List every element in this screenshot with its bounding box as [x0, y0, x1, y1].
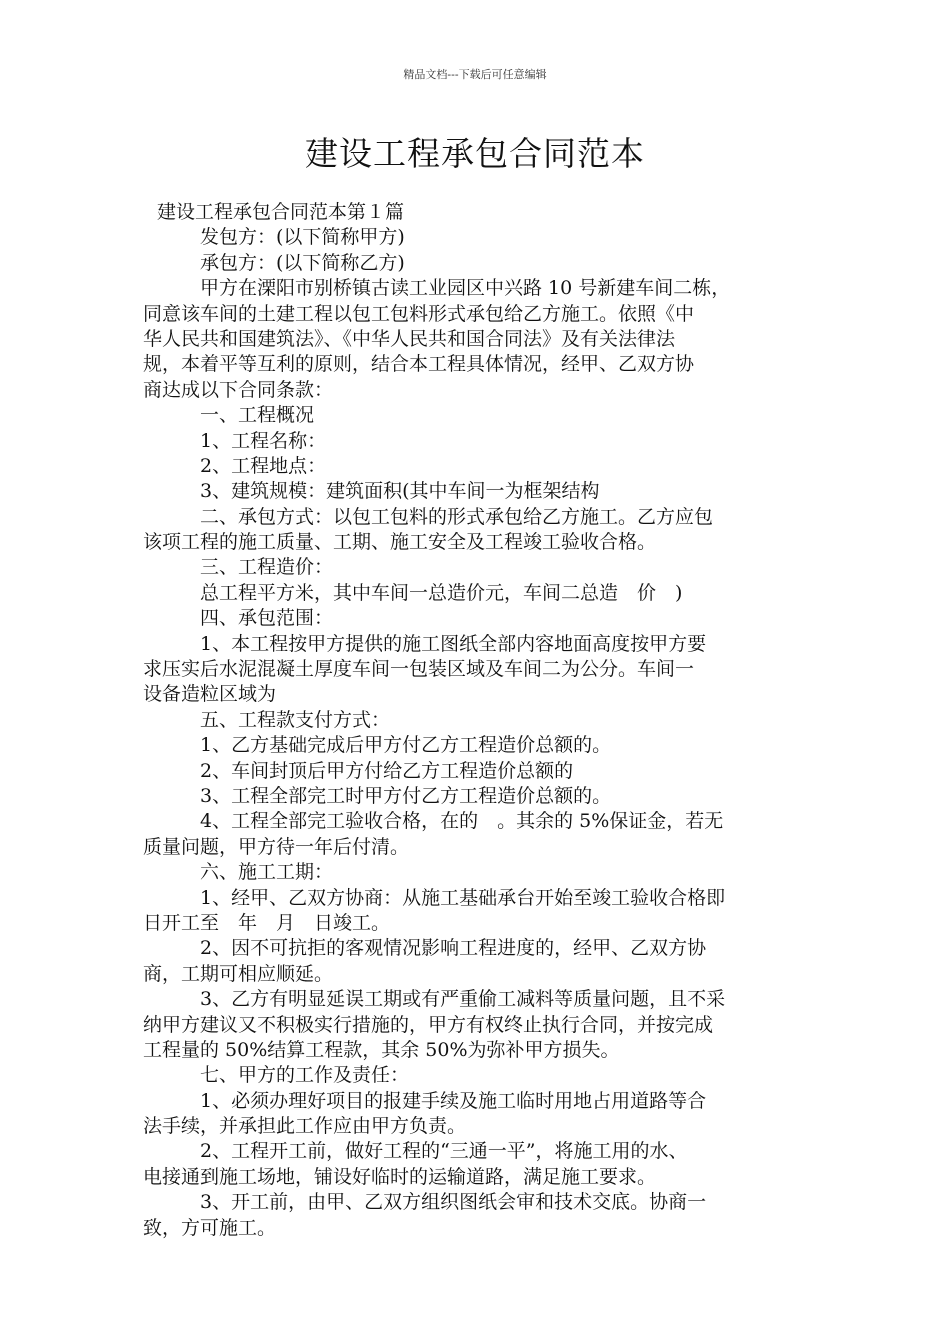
text-line: 承包方：(以下简称乙方): [200, 251, 405, 274]
header-note: 精品文档---下载后可任意编辑: [403, 68, 547, 81]
text-line: 七、甲方的工作及责任：: [200, 1064, 410, 1087]
text-line: 1、工程名称：: [200, 429, 327, 452]
document-title: 建设工程承包合同范本: [305, 134, 645, 173]
text-line: 2、工程地点：: [200, 454, 327, 477]
text-line: 2、车间封顶后甲方付给乙方工程造价总额的: [200, 759, 574, 782]
text-line: 质量问题，甲方待一年后付清。: [143, 835, 410, 858]
text-line: 3、开工前，由甲、乙双方组织图纸会审和技术交底。协商一: [200, 1191, 707, 1214]
text-line: 4、工程全部完工验收合格，在的 。其余的 5%保证金，若无: [200, 810, 724, 833]
text-line: 日开工至 年 月 日竣工。: [143, 911, 391, 934]
text-line: 规，本着平等互利的原则，结合本工程具体情况，经甲、乙双方协: [143, 353, 695, 376]
text-line: 纳甲方建议又不积极实行措施的，甲方有权终止执行合同，并按完成: [143, 1013, 714, 1036]
text-line: 二、承包方式：以包工包料的形式承包给乙方施工。乙方应包: [200, 505, 714, 528]
text-line: 一、工程概况: [200, 404, 315, 427]
text-line: 1、经甲、乙双方协商：从施工基础承台开始至竣工验收合格即: [200, 886, 726, 909]
text-line: 致，方可施工。: [143, 1216, 277, 1239]
text-line: 法手续，并承担此工作应由甲方负责。: [143, 1115, 467, 1138]
text-line: 该项工程的施工质量、工期、施工安全及工程竣工验收合格。: [143, 531, 657, 554]
text-line: 设备造粒区域为: [143, 683, 277, 706]
text-line: 求压实后水泥混凝土厚度车间一包装区域及车间二为公分。车间一: [143, 658, 695, 681]
text-line: 五、工程款支付方式：: [200, 708, 391, 731]
text-line: 1、乙方基础完成后甲方付乙方工程造价总额的。: [200, 734, 612, 757]
text-line: 3、工程全部完工时甲方付乙方工程造价总额的。: [200, 784, 612, 807]
text-line: 电接通到施工场地，铺设好临时的运输道路，满足施工要求。: [143, 1165, 657, 1188]
text-line: 1、本工程按甲方提供的施工图纸全部内容地面高度按甲方要: [200, 632, 707, 655]
text-line: 工程量的 50%结算工程款，其余 50%为弥补甲方损失。: [143, 1038, 620, 1061]
text-line: 1、必须办理好项目的报建手续及施工临时用地占用道路等合: [200, 1089, 707, 1112]
text-line: 商，工期可相应顺延。: [143, 962, 334, 985]
text-line: 2、因不可抗拒的客观情况影响工程进度的，经甲、乙双方协: [200, 937, 707, 960]
text-line: 3、建筑规模：建筑面积(其中车间一为框架结构: [200, 480, 600, 503]
text-line: 六、施工工期：: [200, 861, 334, 884]
text-line: 四、承包范围：: [200, 607, 334, 630]
text-line: 发包方：(以下简称甲方): [200, 226, 405, 249]
text-line: 建设工程承包合同范本第１篇: [157, 201, 405, 223]
text-line: 同意该车间的土建工程以包工包料形式承包给乙方施工。依照《中: [143, 302, 695, 325]
text-line: 甲方在溧阳市别桥镇古读工业园区中兴路 10 号新建车间二栋，: [200, 277, 731, 300]
text-line: 总工程平方米，其中车间一总造价元，车间二总造 价 ): [200, 581, 683, 604]
text-line: 3、乙方有明显延误工期或有严重偷工减料等质量问题，且不采: [200, 988, 726, 1011]
text-line: 三、工程造价：: [200, 556, 334, 579]
text-line: 华人民共和国建筑法》、《中华人民共和国合同法》及有关法律法: [143, 327, 676, 350]
document-body: [143, 200, 811, 1241]
text-line: 商达成以下合同条款：: [143, 378, 334, 401]
text-line: 2、工程开工前，做好工程的“三通一平”，将施工用的水、: [200, 1140, 688, 1163]
